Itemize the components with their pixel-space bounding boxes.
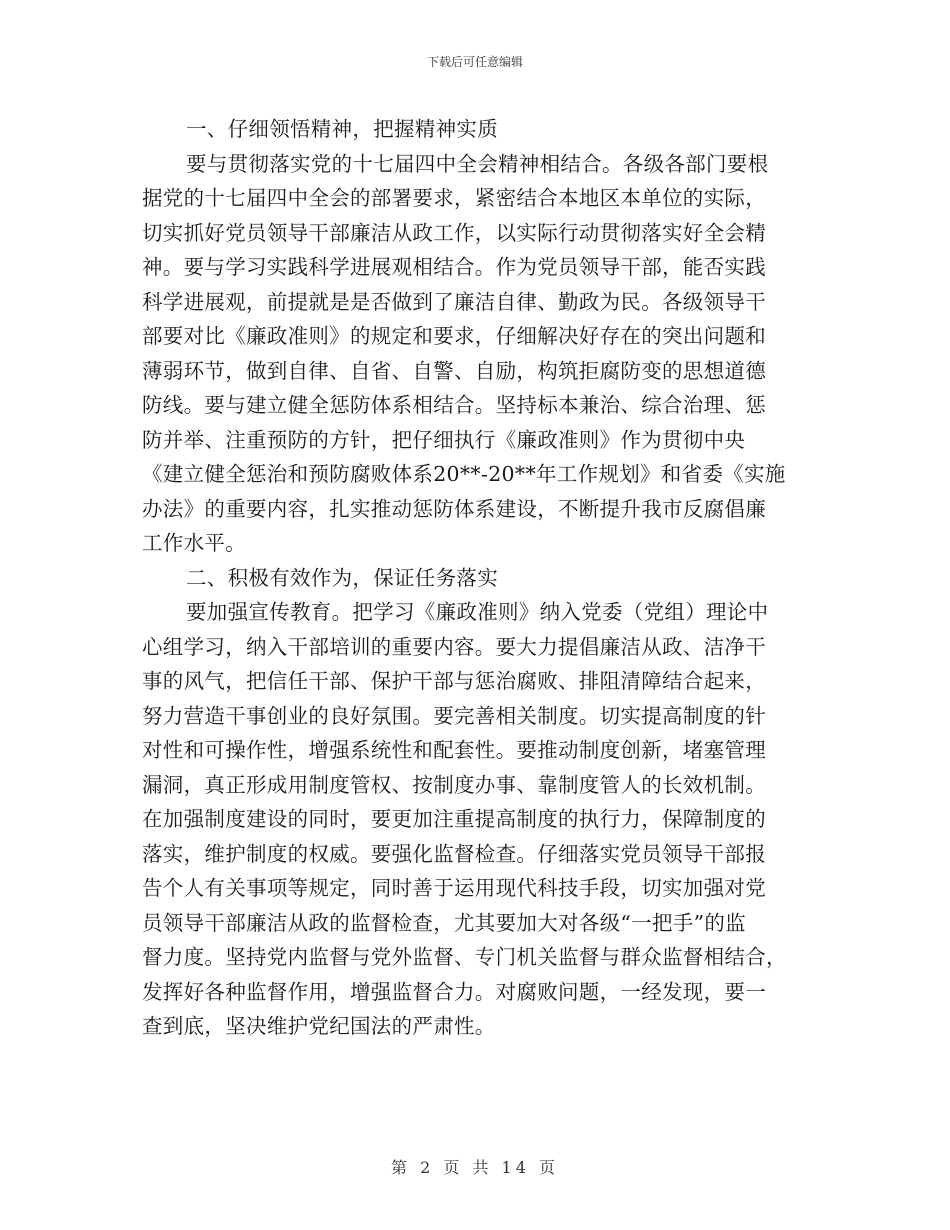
page-header: 下载后可任意编辑 [426, 55, 523, 69]
paragraph-line: 要与贯彻落实党的十七届四中全会精神相结合。各级各部门要根 [186, 151, 769, 176]
section-heading-2: 二、积极有效作为，保证任务落实 [186, 565, 498, 590]
paragraph-line: 员领导干部廉洁从政的监督检查，尤其要加大对各级“一把手”的监 [142, 910, 746, 935]
paragraph-line: 工作水平。 [142, 531, 246, 555]
paragraph-line: 薄弱环节，做到自律、自省、自警、自励，构筑拒腐防变的思想道德 [142, 358, 766, 383]
paragraph-line: 对性和可操作性，增强系统性和配套性。要推动制度创新，堵塞管理 [142, 738, 766, 762]
paragraph-line: 科学进展观，前提就是是否做到了廉洁自律、勤政为民。各级领导干 [142, 289, 766, 314]
paragraph-line: 告个人有关事项等规定，同时善于运用现代科技手段，切实加强对党 [142, 876, 766, 900]
paragraph-line: 努力营造干事创业的良好氛围。要完善相关制度。切实提高制度的针 [142, 703, 766, 728]
paragraph-line: 防并举、注重预防的方针，把仔细执行《廉政准则》作为贯彻中央 [142, 427, 746, 452]
paragraph-line: 《建立健全惩治和预防腐败体系20**-20**年工作规划》和省委《实施 [142, 462, 786, 486]
paragraph-line: 部要对比《廉政准则》的规定和要求，仔细解决好存在的突出问题和 [142, 324, 766, 348]
paragraph-line: 据党的十七届四中全会的部署要求，紧密结合本地区本单位的实际， [142, 186, 766, 210]
paragraph-line: 漏洞，真正形成用制度管权、按制度办事、靠制度管人的长效机制。 [142, 772, 766, 797]
paragraph-line: 督力度。坚持党内监督与党外监督、专门机关监督与群众监督相结合， [142, 945, 787, 969]
section-heading-1: 一、仔细领悟精神，把握精神实质 [186, 117, 498, 141]
paragraph-line: 落实，维护制度的权威。要强化监督检查。仔细落实党员领导干部报 [142, 841, 766, 866]
paragraph-line: 发挥好各种监督作用，增强监督合力。对腐败问题，一经发现，要一 [142, 979, 766, 1004]
paragraph-line: 要加强宣传教育。把学习《廉政准则》纳入党委（党组）理论中 [186, 600, 769, 624]
paragraph-line: 切实抓好党员领导干部廉洁从政工作，以实际行动贯彻落实好全会精 [142, 220, 766, 245]
document-body [142, 112, 810, 1044]
paragraph-line: 查到底，坚决维护党纪国法的严肃性。 [142, 1014, 496, 1038]
paragraph-line: 在加强制度建设的同时，要更加注重提高制度的执行力，保障制度的 [142, 807, 766, 831]
paragraph-line: 神。要与学习实践科学进展观相结合。作为党员领导干部，能否实践 [142, 255, 766, 279]
paragraph-line: 办法》的重要内容，扎实推动惩防体系建设，不断提升我市反腐倡廉 [142, 496, 766, 521]
page-number-footer: 第 2 页 共 14 页 [391, 1158, 559, 1177]
paragraph-line: 事的风气，把信任干部、保护干部与惩治腐败、排阻清障结合起来， [142, 669, 766, 693]
paragraph-line: 防线。要与建立健全惩防体系相结合。坚持标本兼治、综合治理、惩 [142, 393, 766, 417]
paragraph-line: 心组学习，纳入干部培训的重要内容。要大力提倡廉洁从政、洁净干 [142, 634, 766, 659]
